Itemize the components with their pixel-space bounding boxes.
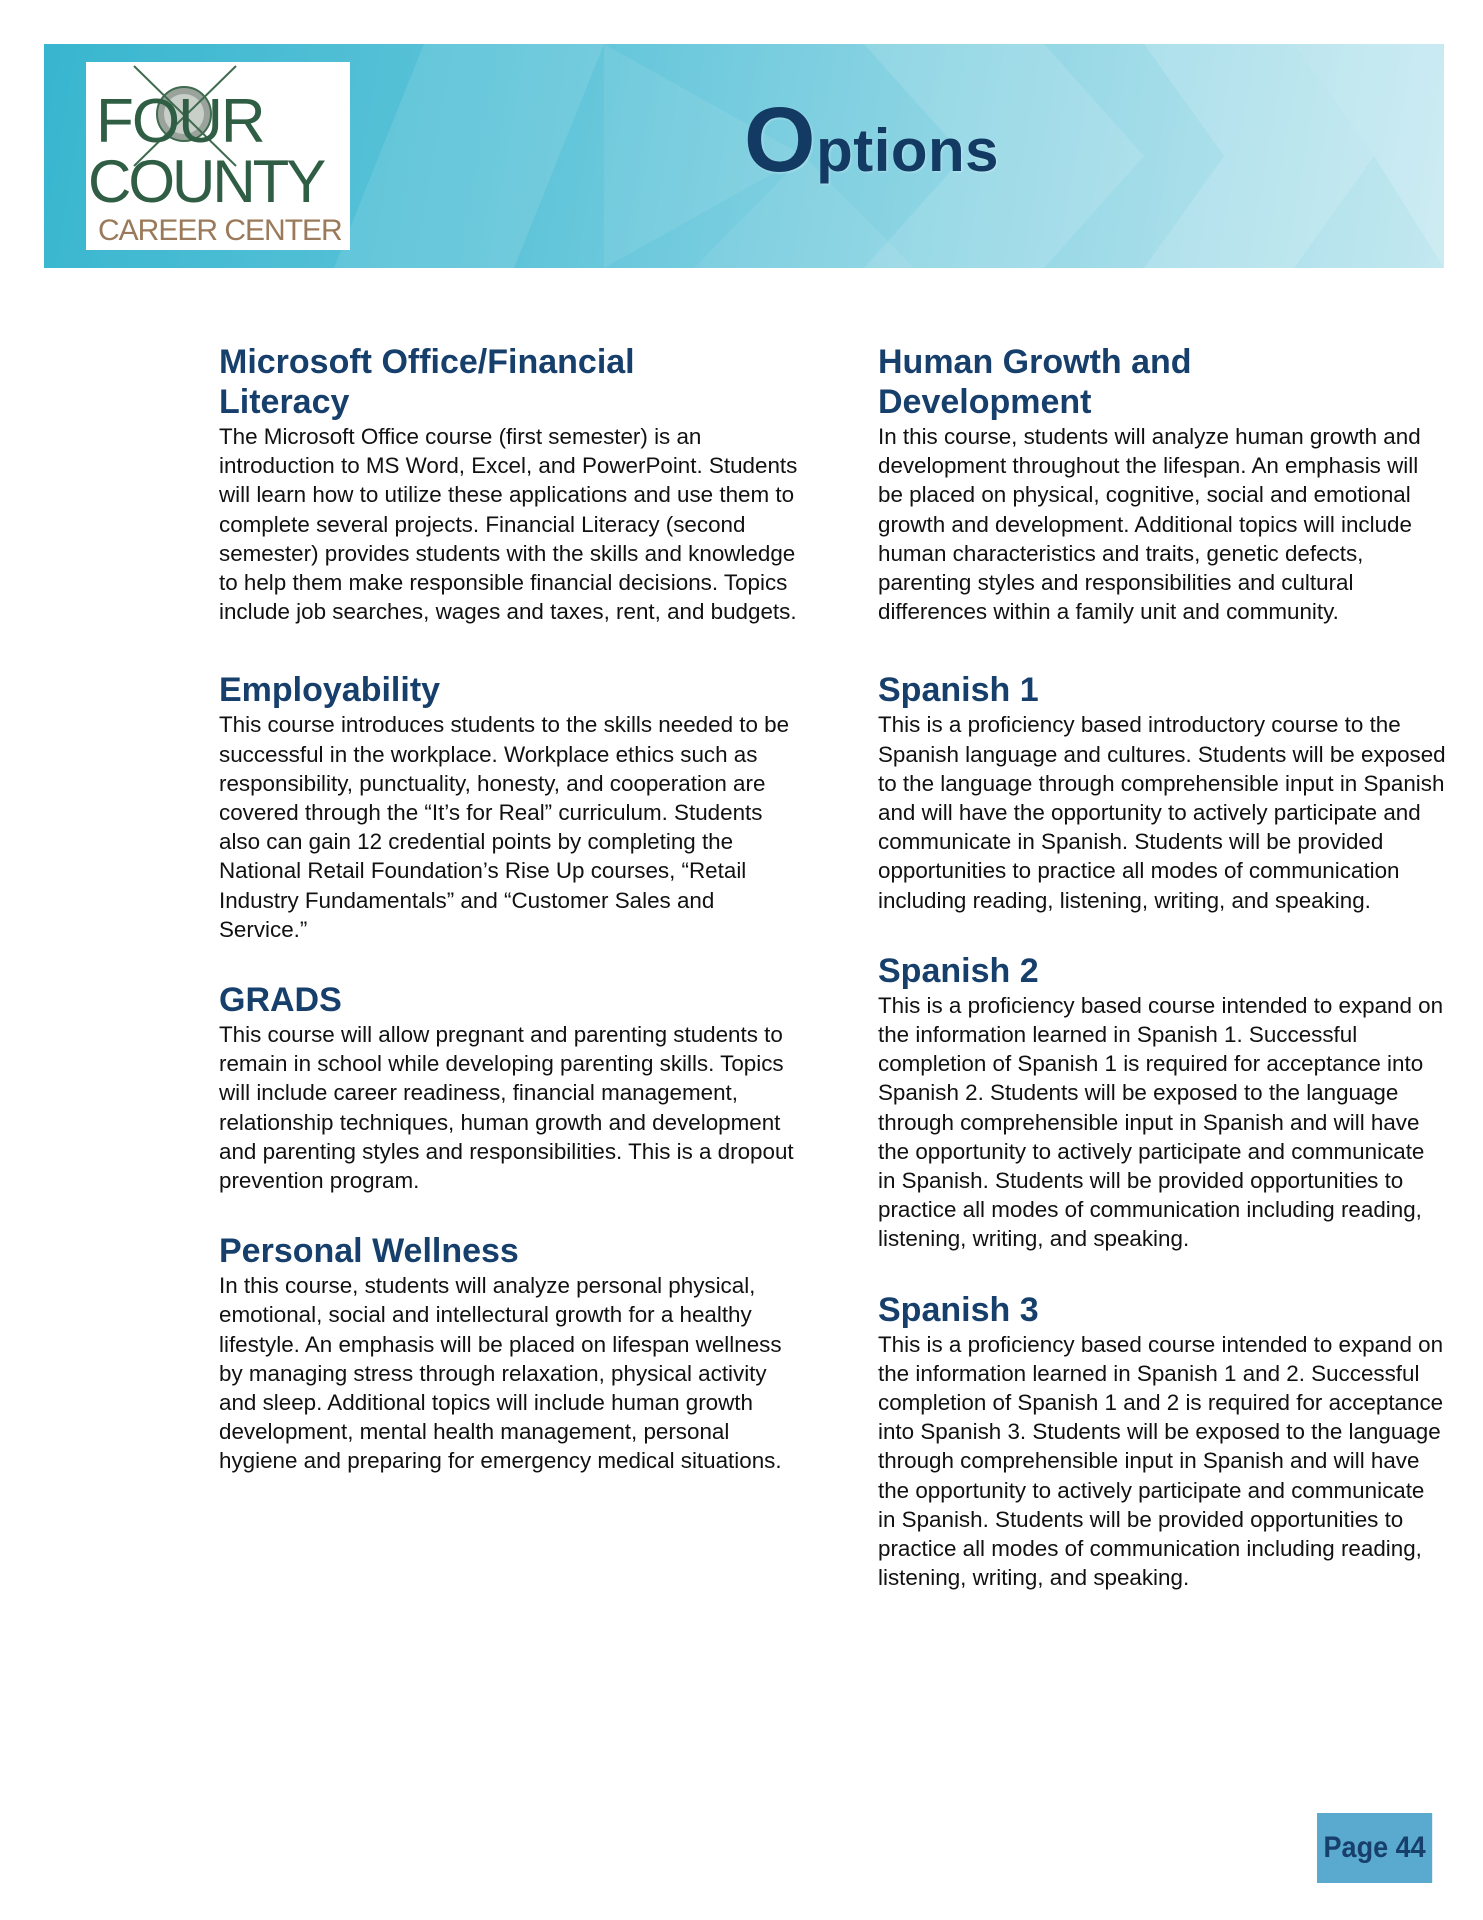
course-spanish-1 bbox=[878, 670, 1448, 914]
header-banner bbox=[44, 44, 1444, 268]
course-personal-wellness bbox=[219, 1231, 799, 1475]
course-heading-line1: Microsoft Office/Financial bbox=[219, 343, 635, 381]
course-heading: GRADS bbox=[219, 981, 342, 1020]
course-microsoft-office bbox=[219, 342, 799, 626]
course-description: This is a proficiency based course intended to expand on the information learned in Spanish 1 and 2. Successful completion of Spanish 1 and 2 is required for acceptance into Spanish 3. Students will be exposed to the language through comprehensible input in Spanish and will have the opportunity to actively participate and communicate in Spanish. Students will be provided opportunities to practice all modes of communication including reading, listening, writing, and speaking. bbox=[878, 1331, 1444, 1591]
logo-line1: FOUR bbox=[96, 87, 264, 156]
course-description: The Microsoft Office course (first semester) is an introduction to MS Word, Excel, and PowerPoint. Students will learn how to utilize these applications and use them to complete several projects. Financial Literacy (second semester) provides students with the skills and knowledge to help them make responsible financial decisions. Topics include job searches, wages and taxes, rent, and budgets. bbox=[219, 424, 798, 625]
course-spanish-3 bbox=[878, 1290, 1448, 1593]
course-heading bbox=[878, 342, 1448, 422]
page-title-initial: O bbox=[744, 89, 817, 191]
course-heading: Spanish 2 bbox=[878, 951, 1039, 990]
course-heading-line1: Human Growth and bbox=[878, 343, 1192, 381]
right-column bbox=[878, 342, 1448, 1593]
course-heading-line2: Development bbox=[878, 383, 1092, 421]
four-county-logo bbox=[86, 62, 350, 250]
logo-icon bbox=[86, 62, 350, 250]
course-heading: Personal Wellness bbox=[219, 1232, 519, 1271]
course-description: This course introduces students to the skills needed to be successful in the workplace. Workplace ethics such as responsibility, punctuality, honesty, and cooperation are covered through the “It’s for Real” curriculum. Students also can gain 12 credential points by completing the National Retail Foundation’s Rise Up courses, “Retail Industry Fundamentals” and “Customer Sales and Service.” bbox=[219, 712, 790, 942]
course-description: In this course, students will analyze personal physical, emotional, social and intellectural growth for a healthy lifestyle. An emphasis will be placed on lifespan wellness by managing stress through relaxation, physical activity and sleep. Additional topics will include human growth development, mental health management, personal hygiene and preparing for emergency medical situations. bbox=[219, 1273, 782, 1474]
logo-line3: CAREER CENTER bbox=[98, 214, 342, 247]
logo-line2: COUNTY bbox=[88, 148, 324, 215]
course-heading: Employability bbox=[219, 671, 441, 710]
left-column bbox=[219, 342, 799, 1476]
course-description: This course will allow pregnant and parenting students to remain in school while developing parenting skills. Topics will include career readiness, financial management, relationship techniques, human growth and development and parenting styles and responsibilities. This is a dropout prevention program. bbox=[219, 1022, 794, 1194]
page-number-badge: Page 44 bbox=[1317, 1813, 1432, 1883]
course-grads bbox=[219, 980, 799, 1195]
course-heading-line2: Literacy bbox=[219, 383, 350, 421]
page-title-rest: ptions bbox=[816, 117, 1000, 184]
course-human-growth bbox=[878, 342, 1448, 626]
course-description: This is a proficiency based course intended to expand on the information learned in Spanish 1. Successful completion of Spanish 1 is required for acceptance into Spanish 2. Students will be exposed to the language through comprehensible input in Spanish and will have the opportunity to actively participate and communicate in Spanish. Students will be provided opportunities to practice all modes of communication including reading, listening, writing, and speaking. bbox=[878, 992, 1444, 1252]
course-spanish-2 bbox=[878, 951, 1448, 1254]
page-title bbox=[744, 89, 1000, 191]
course-employability bbox=[219, 670, 799, 944]
course-heading bbox=[219, 342, 799, 422]
course-heading: Spanish 3 bbox=[878, 1290, 1039, 1329]
course-description: This is a proficiency based introductory course to the Spanish language and cultures. Students will be exposed to the language through comprehensible input in Spanish and will have the opportunity to actively participate and communicate in Spanish. Students will be provided opportunities to practice all modes of communication including reading, listening, writing, and speaking. bbox=[878, 712, 1446, 913]
course-heading: Spanish 1 bbox=[878, 671, 1039, 710]
course-description: In this course, students will analyze human growth and development throughout the lifespan. An emphasis will be placed on physical, cognitive, social and emotional growth and development. Additional topics will include human characteristics and traits, genetic defects, parenting styles and responsibilities and cultural differences within a family unit and community. bbox=[878, 424, 1421, 625]
